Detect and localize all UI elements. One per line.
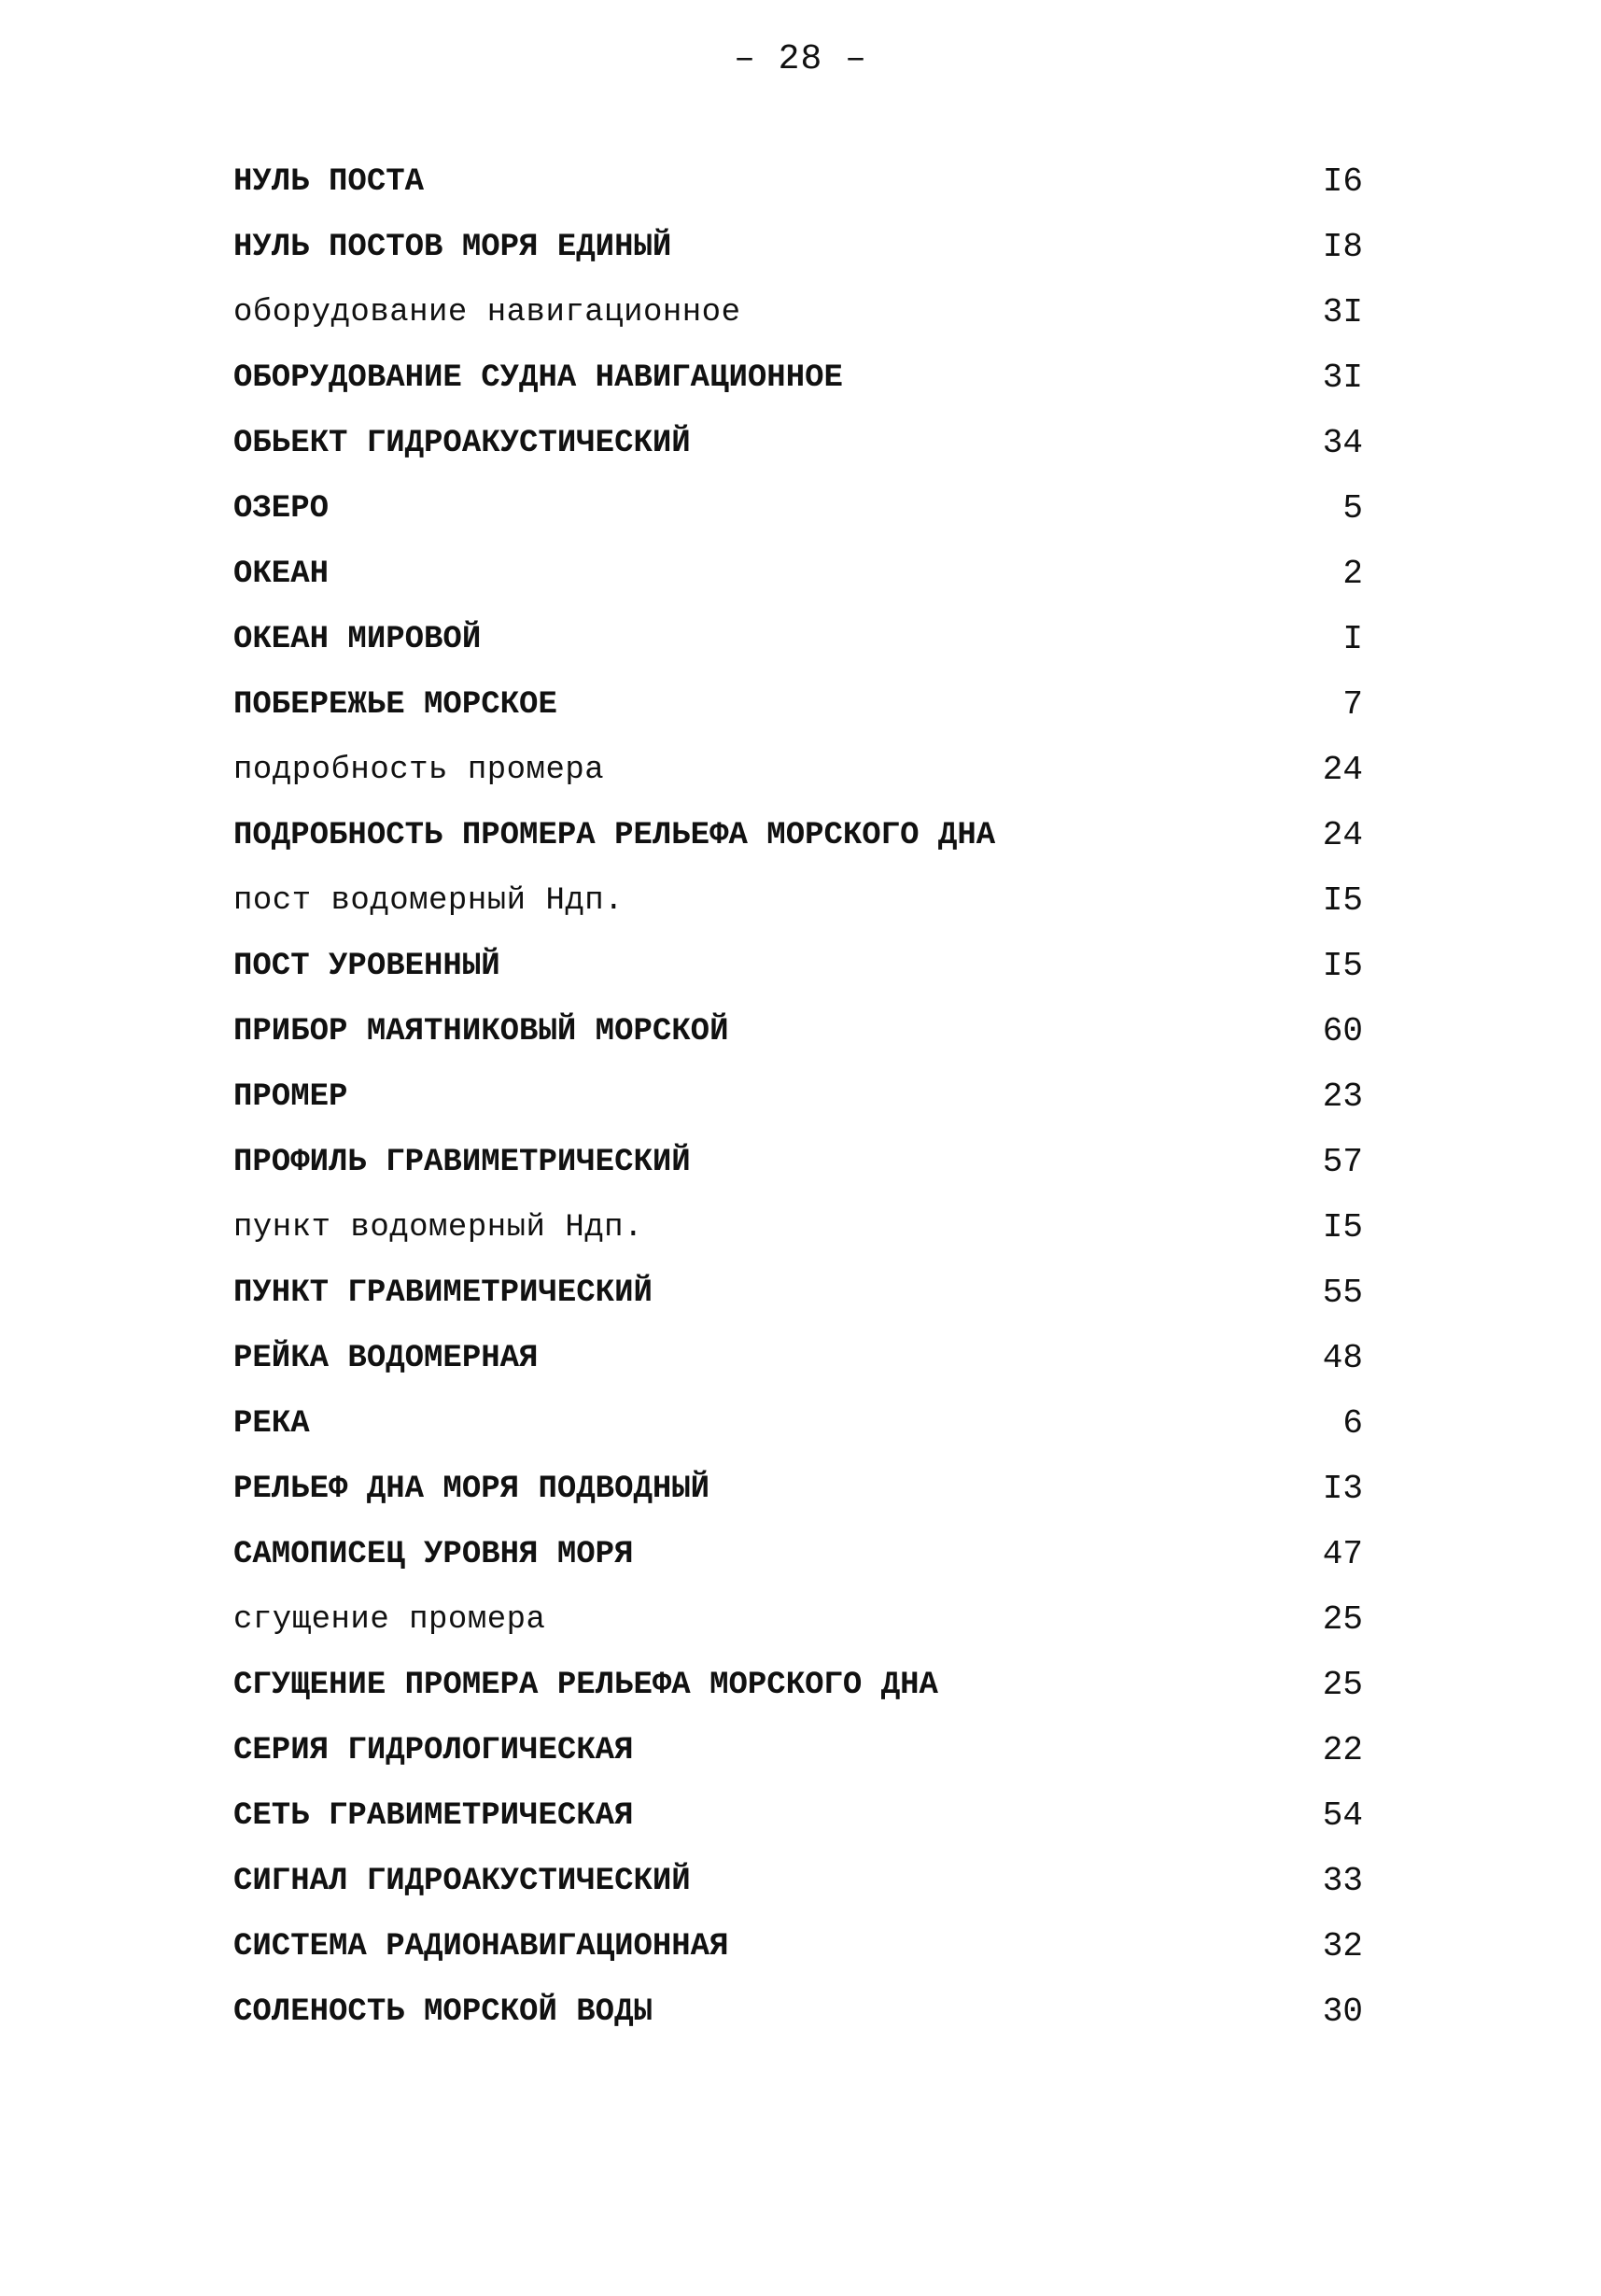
index-term: ОКЕАН МИРОВОЙ	[233, 622, 482, 657]
index-term: подробность промера	[233, 753, 605, 788]
index-entry	[233, 1130, 1363, 1195]
index-entry	[233, 1783, 1363, 1849]
index-entry	[233, 1391, 1363, 1457]
index-term: ПРОМЕР	[233, 1079, 348, 1115]
index-term: оборудование навигационное	[233, 295, 741, 331]
index-page-number: 47	[1322, 1535, 1363, 1573]
index-page-number: 34	[1322, 424, 1363, 462]
index-term: ОБОРУДОВАНИЕ СУДНА НАВИГАЦИОННОЕ	[233, 360, 843, 396]
index-term: пост водомерный Ндп.	[233, 883, 625, 919]
index-entry	[233, 1261, 1363, 1326]
index-page-number: 22	[1322, 1731, 1363, 1769]
index-page-number: I5	[1322, 881, 1363, 920]
index-page-number: 33	[1322, 1862, 1363, 1900]
index-entry	[233, 1914, 1363, 1979]
index-entry	[233, 1718, 1363, 1783]
index-term: РЕКА	[233, 1406, 310, 1442]
index-term: ПРОФИЛЬ ГРАВИМЕТРИЧЕСКИЙ	[233, 1145, 691, 1180]
index-page-number: 24	[1322, 751, 1363, 789]
index-page-number: 25	[1322, 1600, 1363, 1639]
index-page-number: 3I	[1322, 293, 1363, 331]
index-entry	[233, 149, 1363, 215]
index-term: СИСТЕМА РАДИОНАВИГАЦИОННАЯ	[233, 1929, 729, 1965]
index-page-number: 32	[1322, 1927, 1363, 1965]
index-term: ПУНКТ ГРАВИМЕТРИЧЕСКИЙ	[233, 1275, 653, 1311]
index-entry	[233, 1522, 1363, 1587]
index-page-number: 24	[1322, 816, 1363, 854]
index-page-number: 2	[1342, 555, 1363, 593]
index-entry	[233, 999, 1363, 1064]
index-entry	[233, 411, 1363, 476]
index-page-number: 3I	[1322, 359, 1363, 397]
index-term: ОБЬЕКТ ГИДРОАКУСТИЧЕСКИЙ	[233, 426, 691, 461]
index-term: ОКЕАН	[233, 556, 330, 592]
index-page-number: 25	[1322, 1666, 1363, 1704]
index-term: ПРИБОР МАЯТНИКОВЫЙ МОРСКОЙ	[233, 1014, 729, 1049]
index-entry	[233, 280, 1363, 345]
index-entry	[233, 738, 1363, 803]
index-term: САМОПИСЕЦ УРОВНЯ МОРЯ	[233, 1537, 634, 1572]
index-page-number: 30	[1322, 1993, 1363, 2031]
index-entry	[233, 1457, 1363, 1522]
index-page-number: I3	[1322, 1470, 1363, 1508]
index-page-number: I8	[1322, 228, 1363, 266]
index-term: СГУЩЕНИЕ ПРОМЕРА РЕЛЬЕФА МОРСКОГО ДНА	[233, 1668, 938, 1703]
index-term: ПОДРОБНОСТЬ ПРОМЕРА РЕЛЬЕФА МОРСКОГО ДНА	[233, 818, 996, 853]
index-term: сгущение промера	[233, 1602, 546, 1638]
index-page-number: I6	[1322, 162, 1363, 201]
index-page-number: I5	[1322, 1208, 1363, 1247]
index-term: ПОБЕРЕЖЬЕ МОРСКОЕ	[233, 687, 557, 723]
index-entry	[233, 1326, 1363, 1391]
index-page-number: I	[1342, 620, 1363, 658]
index-entry	[233, 1979, 1363, 2045]
index-entry	[233, 868, 1363, 934]
index-term: СОЛЕНОСТЬ МОРСКОЙ ВОДЫ	[233, 1994, 653, 2030]
index-term: СИГНАЛ ГИДРОАКУСТИЧЕСКИЙ	[233, 1864, 691, 1899]
index-entry	[233, 803, 1363, 868]
index-term: ОЗЕРО	[233, 491, 330, 527]
index-page-number: 55	[1322, 1274, 1363, 1312]
index-term: пункт водомерный Ндп.	[233, 1210, 643, 1246]
index-page-number: 23	[1322, 1078, 1363, 1116]
index-page-number: I5	[1322, 947, 1363, 985]
index-entry	[233, 672, 1363, 738]
index-page-number: 60	[1322, 1012, 1363, 1050]
index-page-number: 54	[1322, 1796, 1363, 1835]
index-page-number: 5	[1342, 489, 1363, 528]
index-entry	[233, 934, 1363, 999]
index-entry	[233, 1849, 1363, 1914]
index-entry	[233, 1653, 1363, 1718]
index-page-number: 7	[1342, 685, 1363, 724]
index-term: НУЛЬ ПОСТОВ МОРЯ ЕДИНЫЙ	[233, 230, 672, 265]
index-page-number: 57	[1322, 1143, 1363, 1181]
index-term: СЕРИЯ ГИДРОЛОГИЧЕСКАЯ	[233, 1733, 634, 1768]
index-term: ПОСТ УРОВЕННЫЙ	[233, 949, 500, 984]
index-entry	[233, 1064, 1363, 1130]
index-entry	[233, 476, 1363, 542]
index-entry	[233, 542, 1363, 607]
index-entry	[233, 345, 1363, 411]
index-term: РЕЙКА ВОДОМЕРНАЯ	[233, 1341, 539, 1376]
index-entry	[233, 1587, 1363, 1653]
index-term: СЕТЬ ГРАВИМЕТРИЧЕСКАЯ	[233, 1798, 634, 1834]
index-term: РЕЛЬЕФ ДНА МОРЯ ПОДВОДНЫЙ	[233, 1472, 710, 1507]
page-number: – 28 –	[734, 39, 867, 79]
index-list	[233, 149, 1363, 2045]
index-page-number: 6	[1342, 1404, 1363, 1443]
index-entry	[233, 215, 1363, 280]
index-entry	[233, 1195, 1363, 1261]
index-page-number: 48	[1322, 1339, 1363, 1377]
index-term: НУЛЬ ПОСТА	[233, 164, 425, 200]
index-entry	[233, 607, 1363, 672]
